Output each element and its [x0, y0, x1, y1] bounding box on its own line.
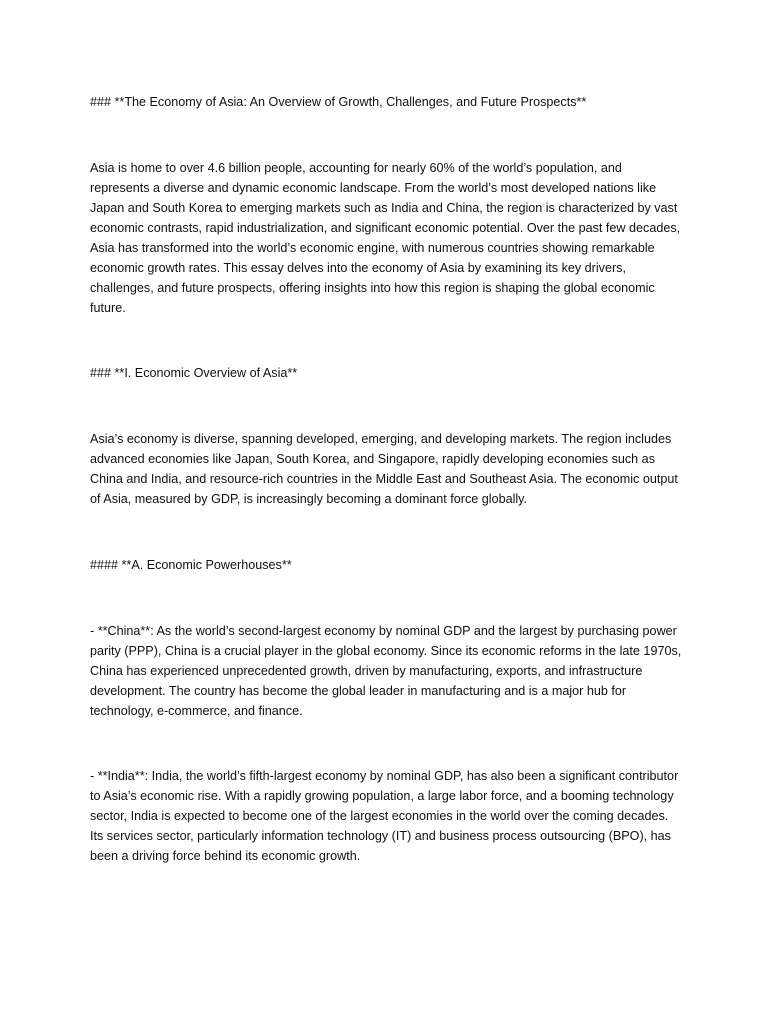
china-list-item: - **China**: As the world’s second-largest economy by nominal GDP and the largest by purchasing power parity (PPP), China is a crucial player in the global economy. Since its economic reforms in the late 1970s, China has experienced unprecedented growth, driven by manufacturing, exports, and infrastructure development. The country has become the global leader in manufacturing and is a major hub for technology, e-commerce, and finance. [90, 624, 682, 718]
document-title: ### **The Economy of Asia: An Overview of Growth, Challenges, and Future Prospects** [90, 95, 587, 109]
economic-overview-paragraph: Asia’s economy is diverse, spanning developed, emerging, and developing markets. The region includes advanced economies like Japan, South Korea, and Singapore, rapidly developing economies such as China and India, and resource-rich countries in the Middle East and Southeast Asia. The economic output of Asia, measured by GDP, is increasingly becoming a dominant force globally. [90, 432, 678, 506]
india-list-item: - **India**: India, the world’s fifth-largest economy by nominal GDP, has also been a significant contributor to Asia’s economic rise. With a rapidly growing population, a large labor force, and a booming technology sector, India is expected to become one of the largest economies in the world over the coming decades. Its services sector, particularly information technology (IT) and business process outsourcing (BPO), has been a driving force behind its economic growth. [90, 769, 679, 863]
intro-paragraph: Asia is home to over 4.6 billion people, accounting for nearly 60% of the world’s population, and represents a diverse and dynamic economic landscape. From the world’s most developed nations like Japan and South Korea to emerging markets such as India and China, the region is characterized by vast economic contrasts, rapid industrialization, and significant economic potential. Over the past few decades, Asia has transformed into the world’s economic engine, with numerous countries showing remarkable economic growth rates. This essay delves into the economy of Asia by examining its key drivers, challenges, and future prospects, offering insights into how this region is shaping the global economic future. [90, 161, 681, 315]
section-heading-economic-overview: ### **I. Economic Overview of Asia** [90, 366, 298, 380]
subsection-heading-economic-powerhouses: #### **A. Economic Powerhouses** [90, 558, 292, 572]
